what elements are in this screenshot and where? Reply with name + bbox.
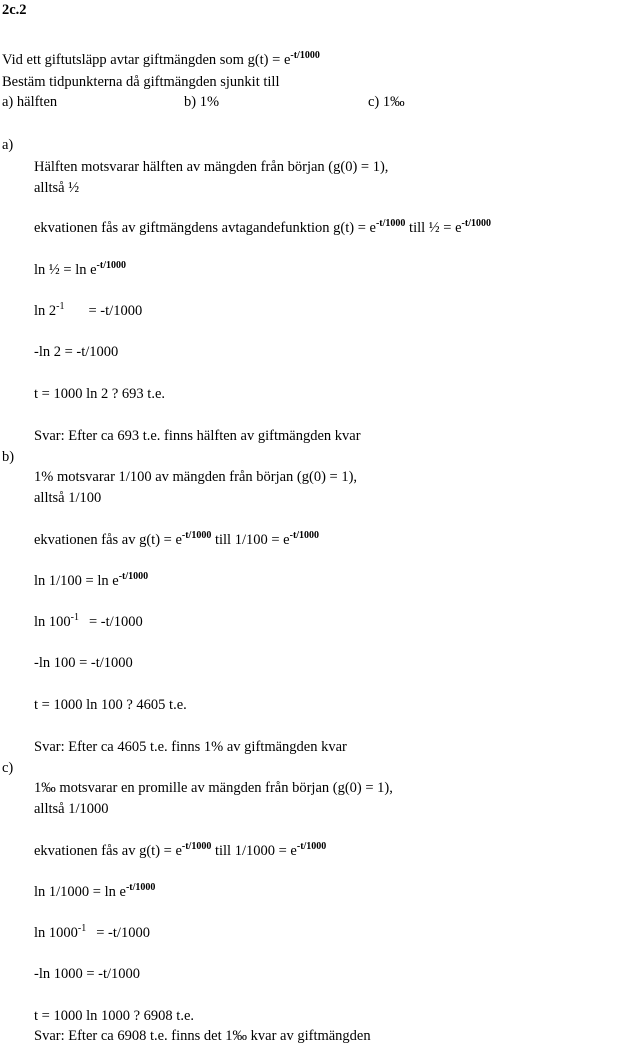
section-c-line-1: 1‰ motsvarar en promille av mängden från början (g(0) = 1),: [34, 780, 393, 796]
section-b-step-3: -ln 100 = -t/1000: [34, 655, 133, 671]
equation-text: ln 100: [34, 614, 71, 630]
exponent: -t/1000: [96, 260, 126, 271]
exponent: -t/1000: [289, 530, 320, 541]
section-a-answer: Svar: Efter ca 693 t.e. finns hälften av giftmängden kvar: [34, 428, 361, 444]
section-a-step-2: [34, 303, 142, 320]
equation-text: ekvationen fås av giftmängdens avtagandefunktion g(t) = e: [34, 220, 376, 236]
section-a-equation-setup: [34, 220, 491, 237]
option-b: b) 1%: [184, 94, 220, 110]
equation-text: = -t/1000: [89, 614, 143, 630]
section-a-line-2: alltså ½: [34, 180, 80, 196]
equation-text: ln 1/1000 = ln e: [34, 884, 126, 900]
section-b-result: t = 1000 ln 100 ? 4605 t.e.: [34, 697, 187, 713]
section-c-step-3: -ln 1000 = -t/1000: [34, 966, 141, 982]
section-c-step-2: [34, 925, 150, 942]
page-title: 2c.2: [2, 2, 27, 18]
section-b-label: b): [2, 449, 15, 465]
section-c-step-1: [34, 884, 155, 901]
exponent: -t/1000: [125, 882, 156, 893]
section-a-line-1: Hälften motsvarar hälften av mängden från början (g(0) = 1),: [34, 159, 389, 175]
exponent: -1: [70, 612, 79, 623]
section-b-step-2: [34, 614, 143, 631]
section-a-label: a): [2, 137, 14, 153]
section-b-step-1: [34, 573, 148, 590]
exponent: -t/1000: [375, 218, 406, 229]
section-a-step-1: [34, 262, 126, 279]
exponent: -1: [77, 923, 87, 934]
problem-statement-line-2: Bestäm tidpunkterna då giftmängden sjunkit till: [2, 74, 280, 90]
equation-text: ln 1000: [34, 925, 78, 941]
equation-text: ln ½ = ln e: [34, 262, 97, 278]
equation-text: ln 1/100 = ln e: [34, 573, 119, 589]
equation-text: till ½ = e: [405, 220, 462, 236]
section-a-result: t = 1000 ln 2 ? 693 t.e.: [34, 386, 166, 402]
exponent: -t/1000: [118, 571, 149, 582]
section-b-line-2: alltså 1/100: [34, 490, 102, 506]
exponent: -t/1000: [290, 50, 320, 61]
exponent: -t/1000: [461, 218, 491, 229]
section-b-line-1: 1% motsvarar 1/100 av mängden från början (g(0) = 1),: [34, 469, 358, 485]
equation-text: ln 2: [34, 303, 57, 319]
equation-text: ekvationen fås av g(t) = e: [34, 532, 182, 548]
problem-text: Vid ett giftutsläpp avtar giftmängden som g(t) = e: [2, 52, 291, 68]
equation-text: till 1/1000 = e: [211, 843, 297, 859]
option-a: a) hälften: [2, 94, 58, 110]
exponent: -t/1000: [181, 530, 212, 541]
option-c: c) 1‰: [368, 94, 405, 110]
section-c-answer: Svar: Efter ca 6908 t.e. finns det 1‰ kvar av giftmängden: [34, 1028, 371, 1044]
section-b-equation-setup: [34, 532, 319, 549]
section-b-answer: Svar: Efter ca 4605 t.e. finns 1% av giftmängden kvar: [34, 739, 347, 755]
equation-text: = -t/1000: [88, 303, 143, 319]
problem-statement-line-1: [2, 52, 320, 69]
exponent: -t/1000: [181, 841, 212, 852]
section-c-label: c): [2, 760, 14, 776]
exponent: -1: [56, 301, 65, 312]
section-a-step-3: -ln 2 = -t/1000: [34, 344, 119, 360]
equation-text: = -t/1000: [96, 925, 150, 941]
exponent: -t/1000: [296, 841, 327, 852]
section-c-result: t = 1000 ln 1000 ? 6908 t.e.: [34, 1008, 195, 1024]
equation-text: till 1/100 = e: [211, 532, 290, 548]
equation-text: ekvationen fås av g(t) = e: [34, 843, 182, 859]
section-c-line-2: alltså 1/1000: [34, 801, 109, 817]
section-c-equation-setup: [34, 843, 326, 860]
